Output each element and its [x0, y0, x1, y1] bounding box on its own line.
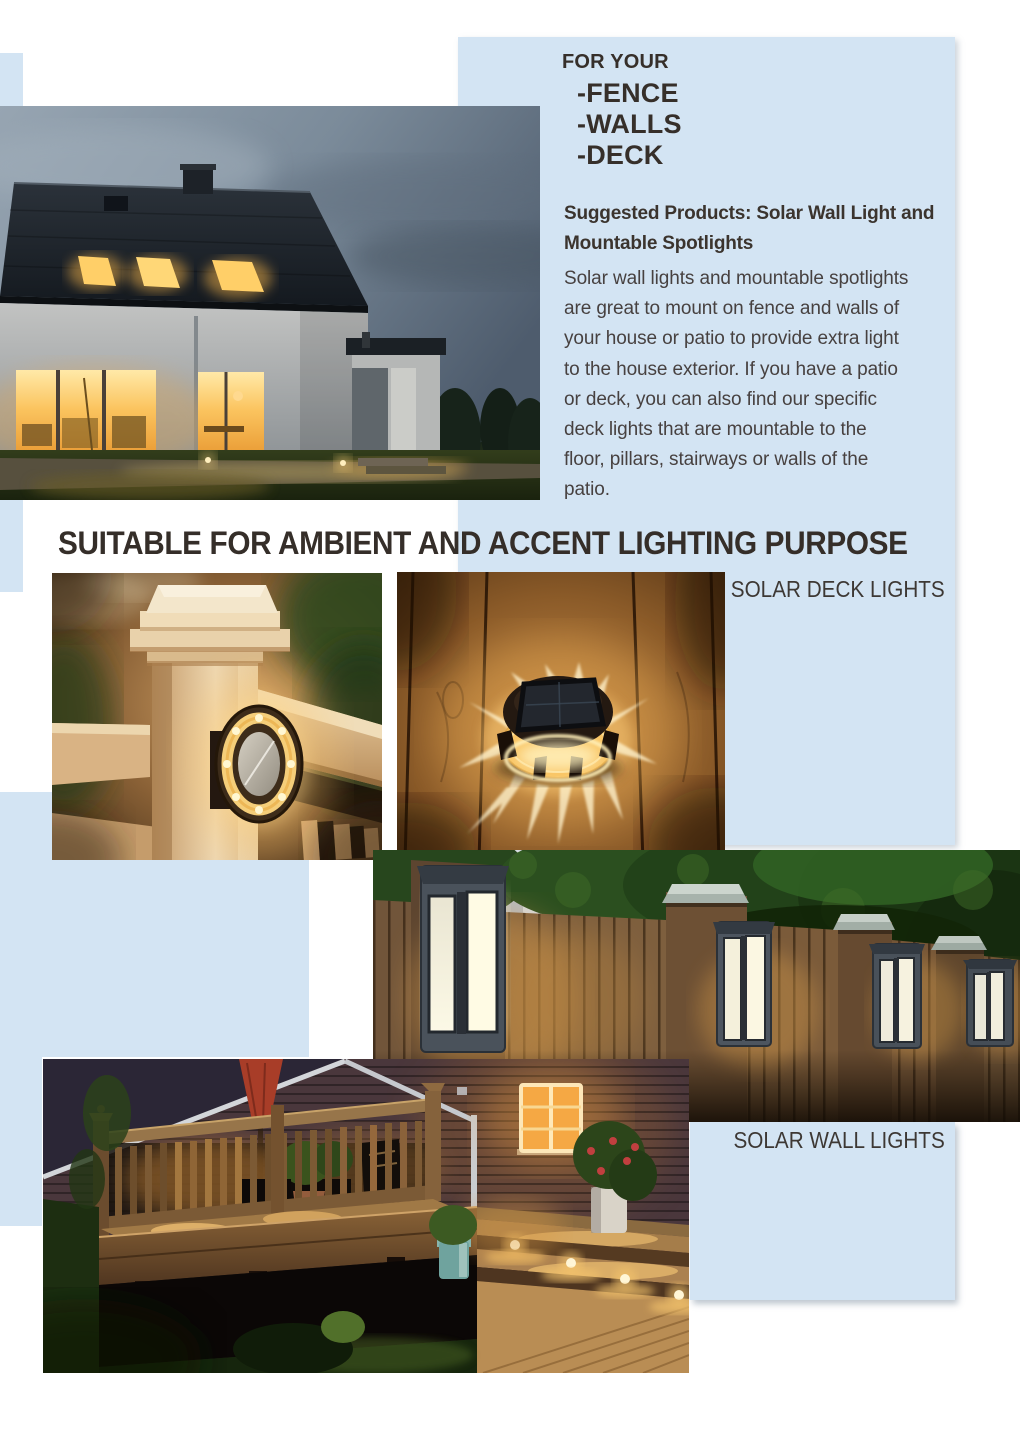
house-at-dusk-photo	[0, 106, 540, 500]
bullet-walls: -WALLS	[577, 109, 682, 139]
accent-strip-bottom-left	[0, 1057, 42, 1226]
intro-bullet-list	[577, 78, 682, 171]
caption-solar-wall-lights: SOLAR WALL LIGHTS	[733, 1127, 945, 1153]
section-headline: SUITABLE FOR AMBIENT AND ACCENT LIGHTING PURPOSE	[58, 525, 908, 561]
fence-post-solar-light-photo	[52, 573, 382, 860]
bullet-fence: -FENCE	[577, 78, 679, 108]
intro-eyebrow: FOR YOUR	[562, 51, 669, 73]
backyard-deck-night-photo	[43, 1059, 689, 1373]
intro-body-text: Solar wall lights and mountable spotlights are great to mount on fence and walls of your house or patio to provide extra light to the house exterior. If you have a patio or deck, you can also find our specific deck lights that are mountable to the floor, pillars, stairways or walls of the patio.	[564, 268, 909, 501]
bullet-deck: -DECK	[577, 140, 664, 170]
solar-deck-puck-light-photo	[397, 572, 725, 862]
suggested-products-text: Suggested Products: Solar Wall Light and Mountable Spotlights	[564, 203, 935, 254]
caption-solar-deck-lights: SOLAR DECK LIGHTS	[731, 576, 945, 602]
